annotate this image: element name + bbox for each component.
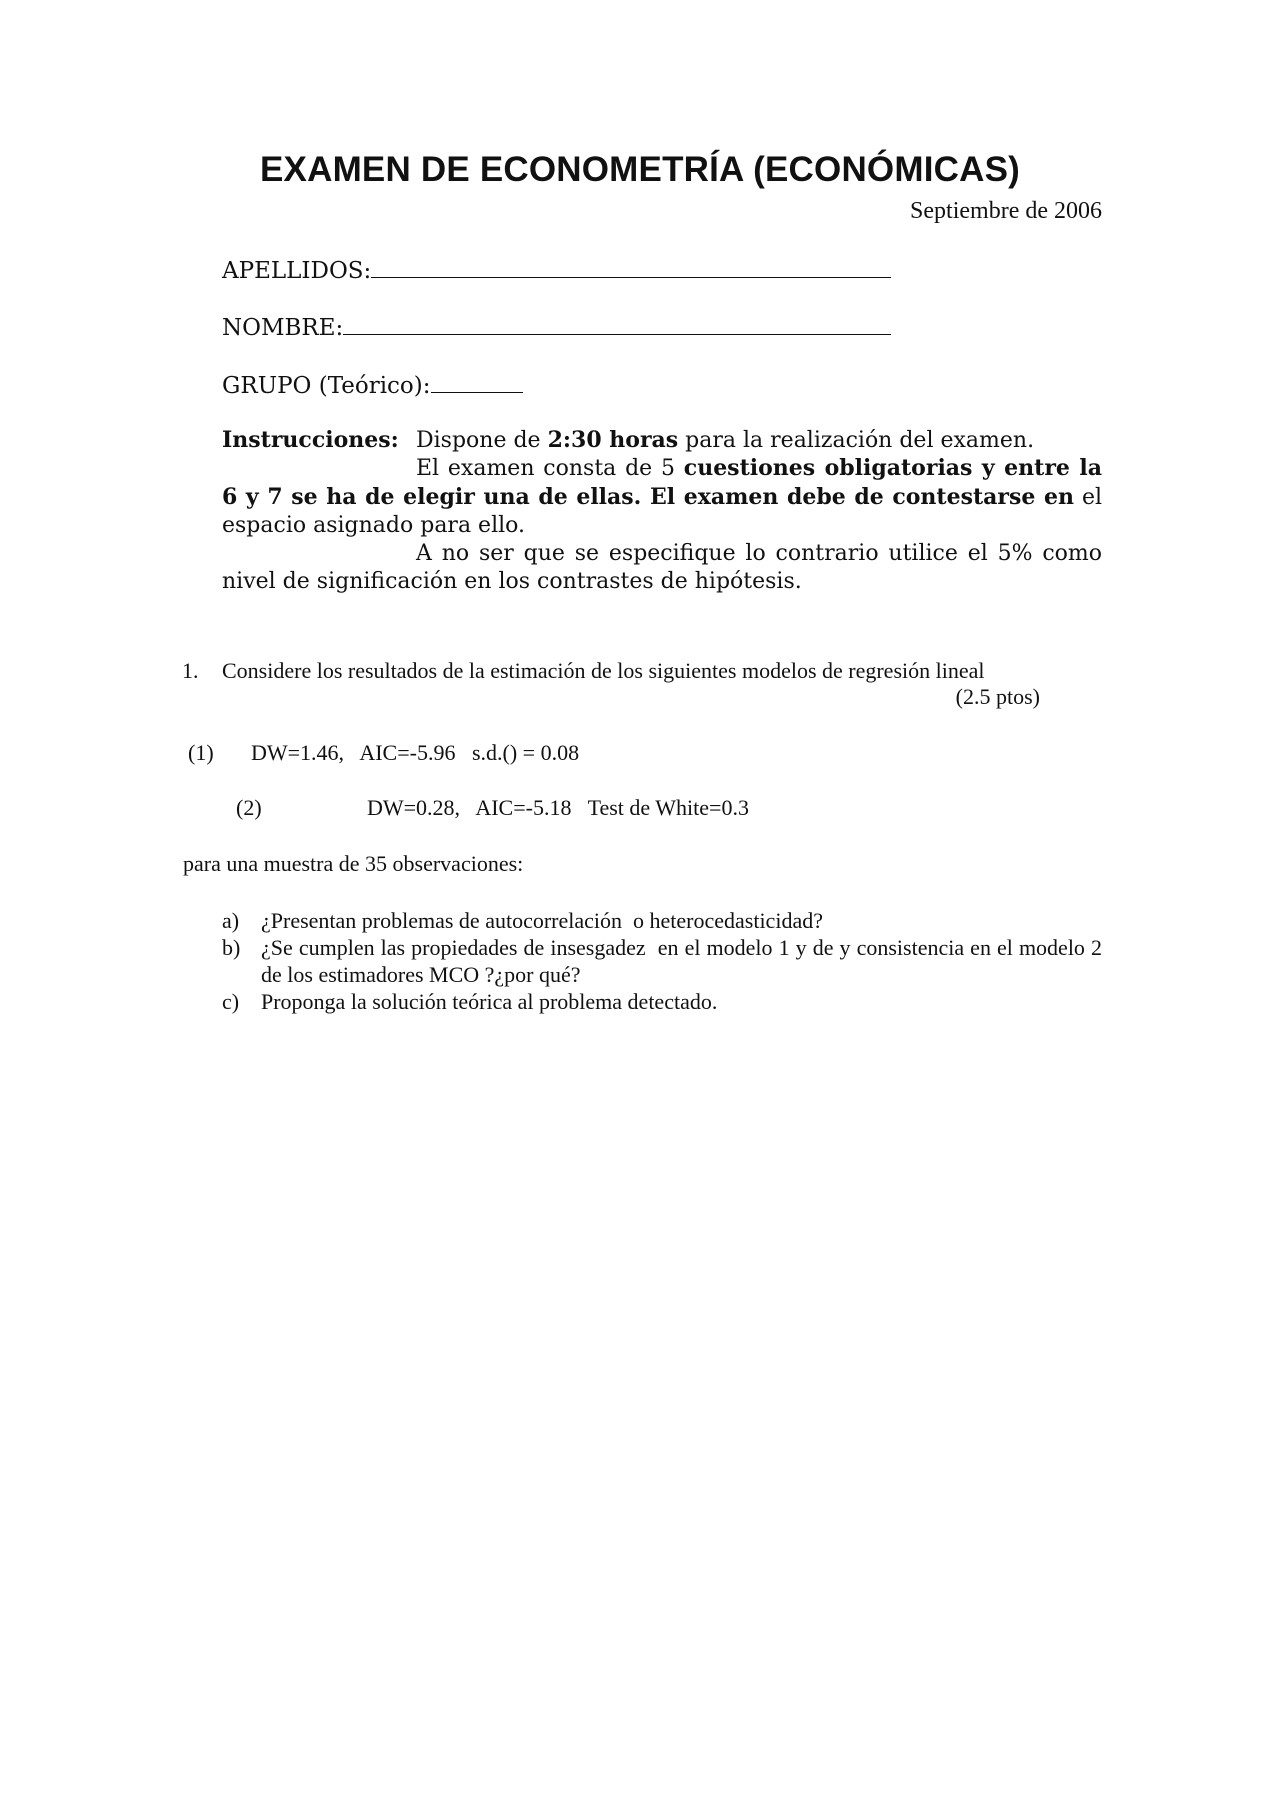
item-letter: c) xyxy=(222,989,240,1014)
question-1-number: 1. xyxy=(182,658,199,683)
nombre-label: NOMBRE: xyxy=(222,315,344,341)
instructions-significance: A no ser que se especifique lo contrario utilice el 5% como nivel de significación en los contrastes de hipótesis. xyxy=(222,541,1102,594)
item-letter: b) xyxy=(222,935,241,960)
instructions-block xyxy=(222,426,1102,596)
model-2-stats: DW=0.28, AIC=-5.18 Test de White=0.3 xyxy=(367,795,749,820)
exam-date: Septiembre de 2006 xyxy=(910,198,1102,224)
exam-title: EXAMEN DE ECONOMETRÍA (ECONÓMICAS) xyxy=(260,150,1020,189)
item-text: ¿Se cumplen las propiedades de insesgadez en el modelo 1 y de y consistencia en el modelo 2 de los estimadores MCO ?¿por qué? xyxy=(261,935,1108,987)
duration-bold: 2:30 horas xyxy=(547,427,679,453)
grupo-field[interactable] xyxy=(222,370,523,399)
instructions-duration xyxy=(416,426,1034,455)
structure-bold: cuestiones obligatorias y entre la 6 y 7 se ha de elegir una de ellas. El examen debe de contestarse en xyxy=(222,455,1102,510)
question-1-item-b xyxy=(222,934,1108,988)
item-letter: a) xyxy=(222,908,240,933)
item-text: Proponga la solución teórica al problema detectado. xyxy=(261,989,718,1014)
structure-post: el espacio asignado para ello. xyxy=(222,485,1102,538)
question-1-item-a xyxy=(222,907,1102,934)
structure-pre: El examen consta de 5 xyxy=(416,456,684,481)
question-1-points: (2.5 ptos) xyxy=(955,684,1040,709)
nombre-line[interactable] xyxy=(343,312,891,335)
instructions-first-row xyxy=(222,426,1102,454)
question-1-item-c xyxy=(222,988,1102,1015)
item-text: ¿Presentan problemas de autocorrelación o heterocedasticidad? xyxy=(261,908,823,933)
model-1-stats: DW=1.46, AIC=-5.96 s.d.() = 0.08 xyxy=(251,740,580,765)
grupo-label: GRUPO (Teórico): xyxy=(222,373,431,399)
apellidos-line[interactable] xyxy=(371,255,891,278)
apellidos-label: APELLIDOS: xyxy=(222,258,372,284)
nombre-field[interactable] xyxy=(222,312,891,341)
question-1-items xyxy=(222,907,1108,1015)
model-2-label: (2) xyxy=(236,795,262,820)
instructions-structure xyxy=(222,454,1102,540)
duration-post: para la realización del examen. xyxy=(678,428,1035,453)
apellidos-field[interactable] xyxy=(222,255,891,284)
question-1-text: Considere los resultados de la estimación de los siguientes modelos de regresión lineal xyxy=(222,658,985,683)
instructions-label: Instrucciones: xyxy=(222,427,399,453)
model-1-label: (1) xyxy=(188,740,214,765)
duration-pre: Dispone de xyxy=(416,428,548,453)
grupo-line[interactable] xyxy=(431,370,523,393)
sample-size: para una muestra de 35 observaciones: xyxy=(183,851,524,876)
